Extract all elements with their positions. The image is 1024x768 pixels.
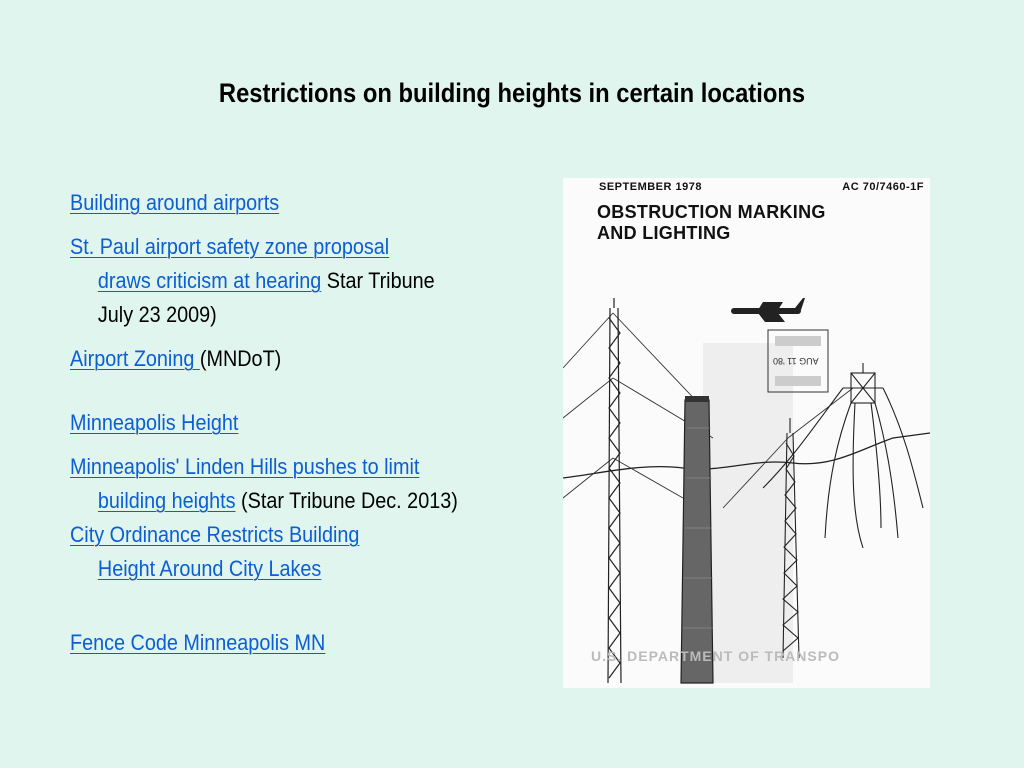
document-date: SEPTEMBER 1978 [599, 181, 702, 193]
link-airport-zoning[interactable]: Airport Zoning [70, 346, 200, 371]
list-item [70, 342, 502, 376]
document-title: OBSTRUCTION MARKING AND LIGHTING [597, 202, 826, 243]
source-text: (Star Tribune Dec. 2013) [235, 488, 458, 513]
link-list [70, 186, 550, 660]
link-linden-hills[interactable]: Minneapolis' Linden Hills pushes to limit [70, 454, 420, 479]
chimney [681, 396, 713, 683]
link-building-around-airports[interactable]: Building around airports [70, 190, 280, 215]
slide-title: Restrictions on building heights in certain locations [218, 78, 806, 108]
link-city-ordinance[interactable]: City Ordinance Restricts Building [70, 522, 360, 547]
document-footer: U.S. DEPARTMENT OF TRANSPO [591, 648, 840, 664]
document-cover-image [563, 178, 930, 688]
list-item [70, 186, 502, 220]
list-item [70, 406, 502, 440]
link-st-paul-safety-zone-cont[interactable]: draws criticism at hearing [97, 268, 322, 293]
source-text: July 23 2009) [97, 302, 217, 327]
list-item [70, 230, 502, 332]
towers-illustration [563, 178, 930, 688]
list-item [70, 518, 502, 586]
source-text: (MNDoT) [199, 346, 282, 371]
source-text: Star Tribune [321, 268, 435, 293]
link-minneapolis-height[interactable]: Minneapolis Height [70, 410, 239, 435]
stamp-date: AUG 11 '80 [773, 356, 819, 366]
list-item [70, 626, 502, 660]
list-item [70, 450, 502, 518]
link-linden-hills-cont[interactable]: building heights [97, 488, 236, 513]
airplane-illustration [731, 298, 805, 322]
document-code: AC 70/7460-1F [842, 181, 924, 193]
lattice-tower-left [608, 298, 621, 683]
link-fence-code[interactable]: Fence Code Minneapolis MN [70, 630, 326, 655]
link-st-paul-safety-zone[interactable]: St. Paul airport safety zone proposal [70, 234, 390, 259]
link-city-ordinance-cont[interactable]: Height Around City Lakes [97, 556, 322, 581]
